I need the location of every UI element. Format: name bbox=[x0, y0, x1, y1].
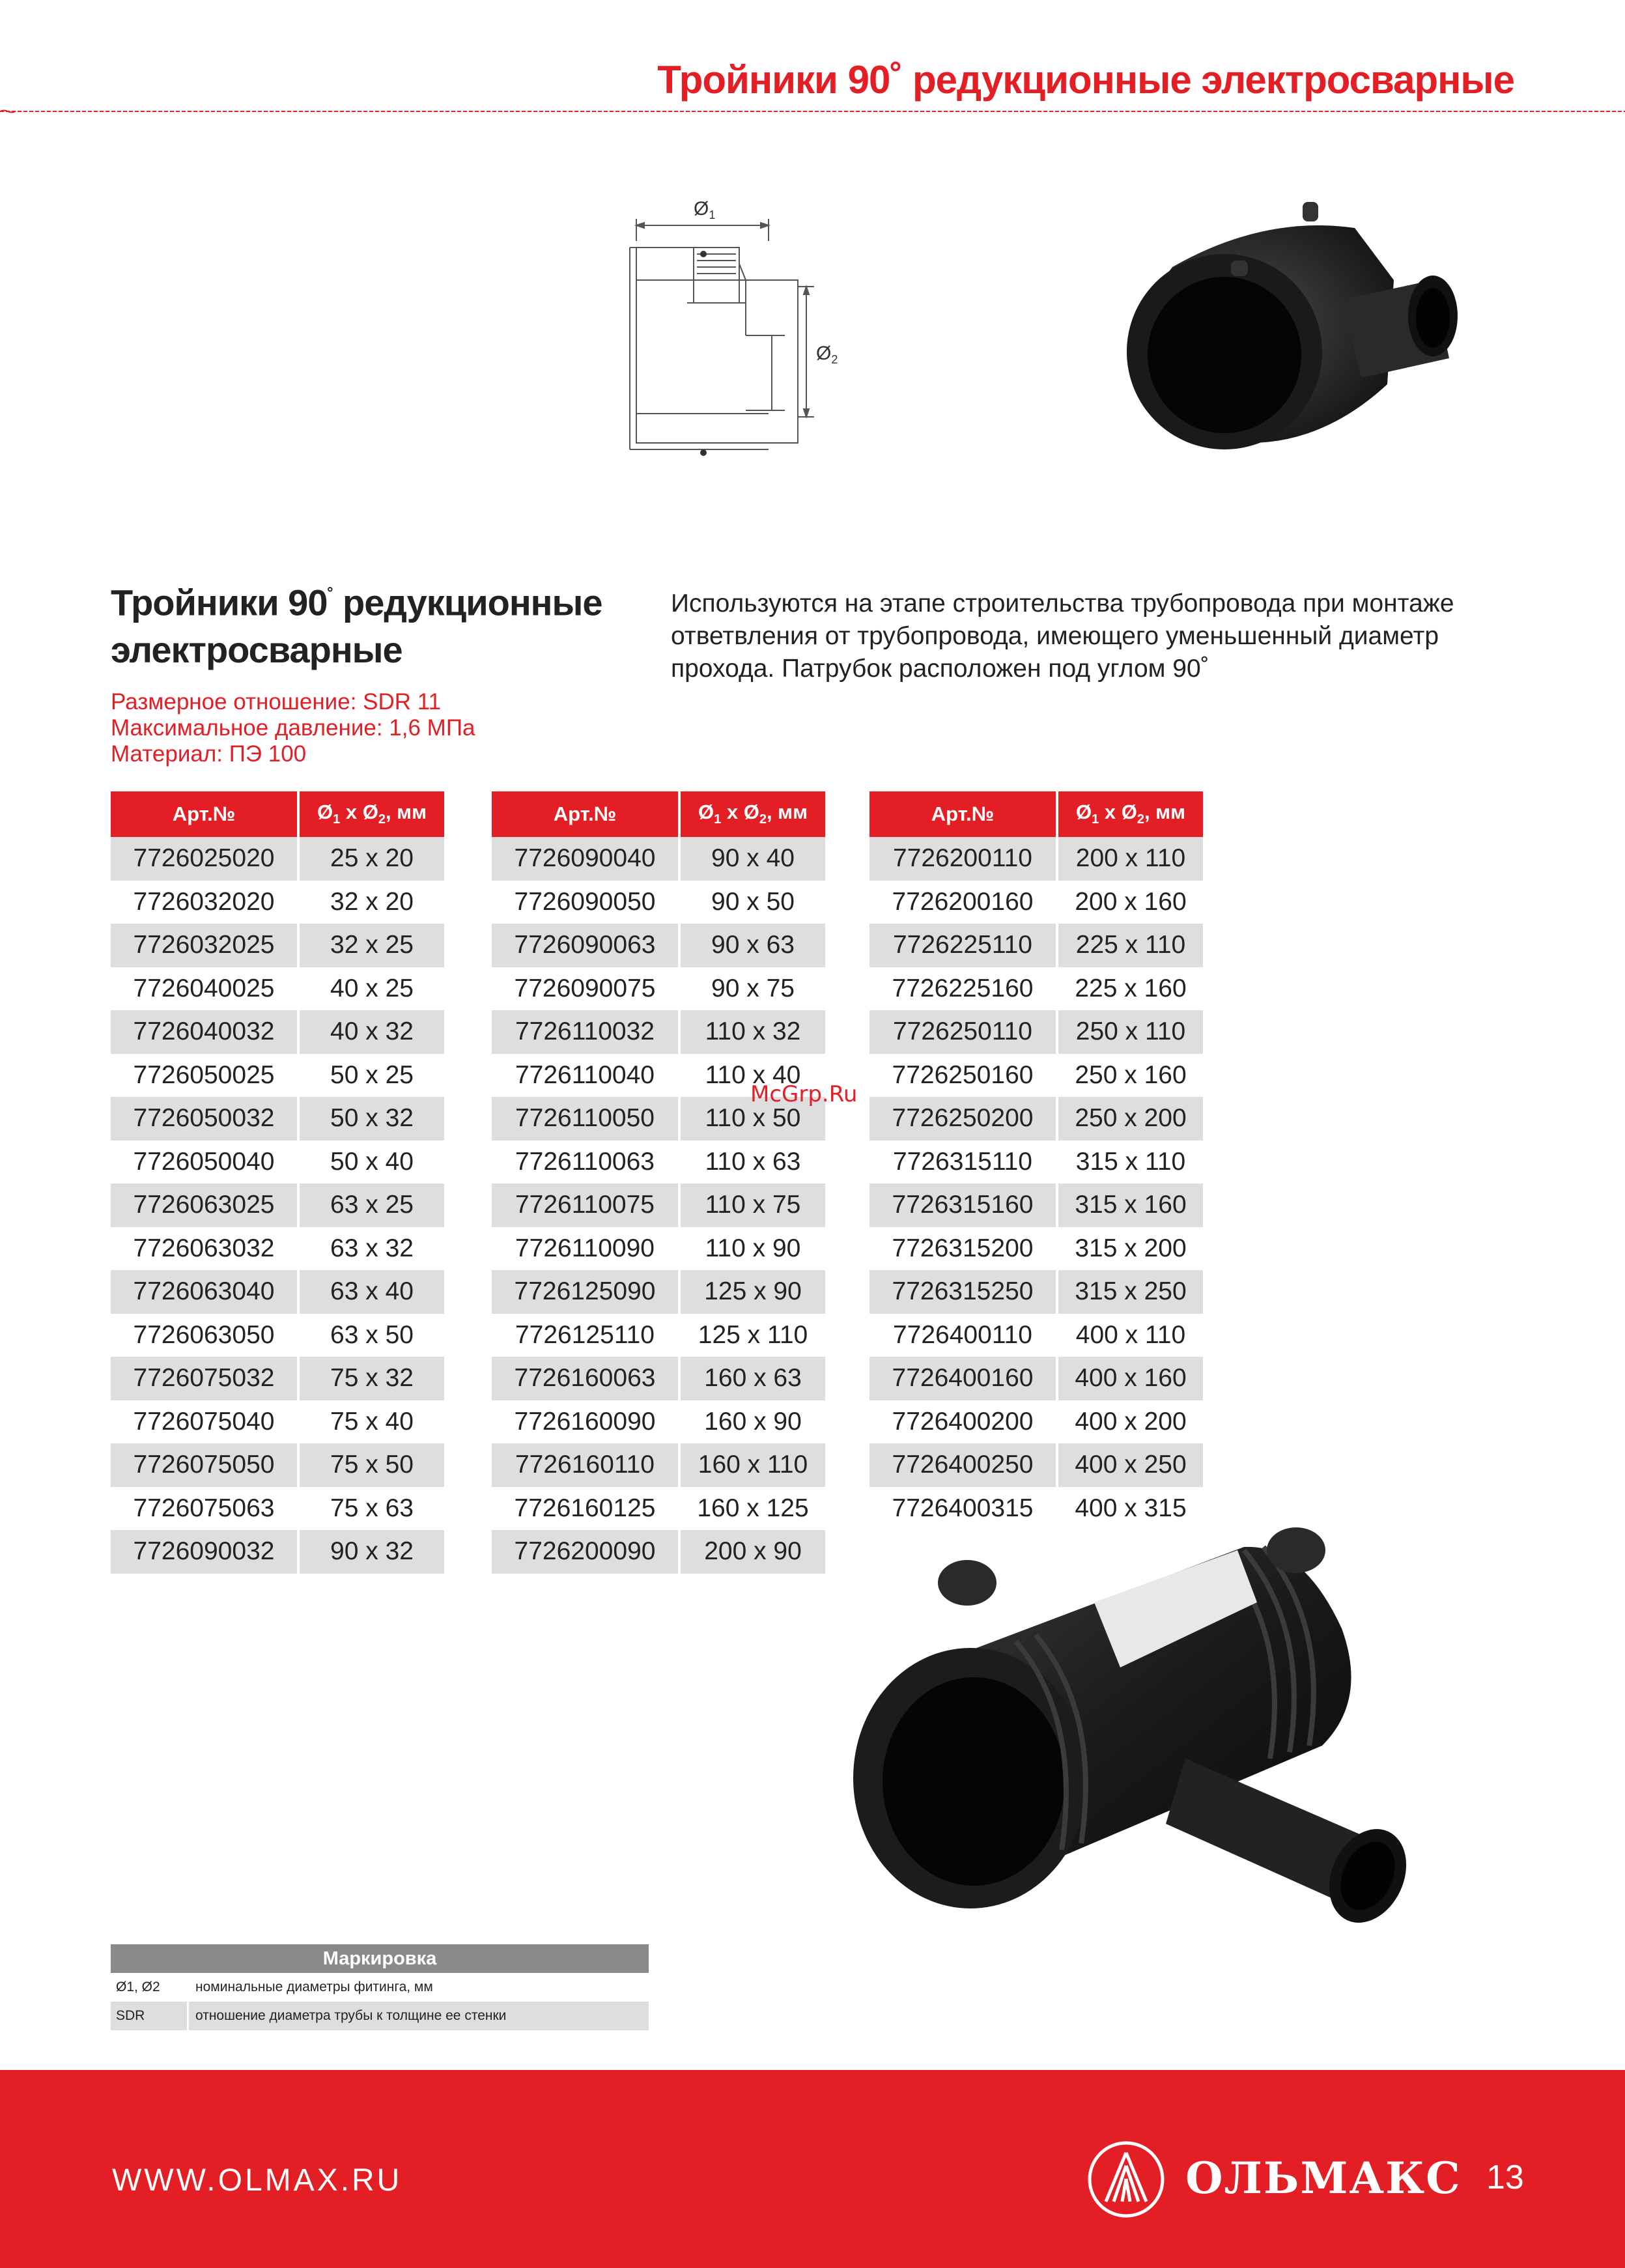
diameter-cell: 25 x 20 bbox=[298, 837, 444, 881]
article-number-cell: 7726075032 bbox=[111, 1357, 298, 1400]
article-number-cell: 7726025020 bbox=[111, 837, 298, 881]
article-number-cell: 7726040025 bbox=[133, 974, 275, 1002]
diameter-cell: 400 x 110 bbox=[1057, 1314, 1203, 1357]
d1-sub: 1 bbox=[709, 208, 716, 221]
article-number-cell: 7726110090 bbox=[515, 1234, 655, 1262]
heading-line2: электросварные bbox=[111, 629, 403, 670]
article-number-cell: 7726090050 bbox=[514, 887, 656, 916]
article-number-cell: 7726160125 bbox=[514, 1494, 656, 1522]
diameter-cell: 110 x 50 bbox=[679, 1097, 825, 1141]
description-line: Используются на этапе строительства трубопровода при монтаже bbox=[671, 589, 1454, 617]
table-row bbox=[111, 1443, 444, 1487]
spec-sdr: Размерное отношение: SDR 11 bbox=[111, 689, 442, 715]
diameter-cell: 63 x 50 bbox=[298, 1314, 444, 1357]
article-number-cell: 7726040032 bbox=[111, 1010, 298, 1054]
header-part: 1 bbox=[1092, 812, 1099, 827]
diameter-cell: 63 x 25 bbox=[298, 1184, 444, 1227]
diameter-cell: 32 x 20 bbox=[298, 881, 444, 924]
legend-row bbox=[111, 1973, 649, 2002]
table-row bbox=[492, 1314, 825, 1357]
article-number-cell: 7726110063 bbox=[515, 1147, 655, 1176]
article-number-cell: 7726090040 bbox=[492, 837, 679, 881]
diameter-cell: 90 x 50 bbox=[679, 881, 825, 924]
article-number-cell: 7726200110 bbox=[869, 837, 1057, 881]
diameter-cell: 315 x 110 bbox=[1057, 1141, 1203, 1184]
table-row bbox=[869, 1184, 1203, 1227]
header-part: x bbox=[721, 801, 744, 824]
table-row bbox=[869, 967, 1203, 1011]
diameter-cell: 160 x 90 bbox=[679, 1400, 825, 1444]
article-table-3 bbox=[869, 791, 1203, 1530]
table-row bbox=[869, 837, 1203, 881]
article-number-cell: 7726032020 bbox=[133, 887, 275, 916]
article-number-cell: 7726050040 bbox=[133, 1147, 275, 1176]
table-row bbox=[111, 1357, 444, 1400]
table-row bbox=[111, 1400, 444, 1444]
article-number-cell: 7726090075 bbox=[514, 974, 656, 1002]
legend-row bbox=[111, 2002, 649, 2030]
header-part: Ø bbox=[317, 801, 333, 824]
table-row bbox=[492, 1357, 825, 1400]
product-description bbox=[671, 588, 1518, 685]
article-number-cell: 7726315160 bbox=[869, 1184, 1057, 1227]
description-line: прохода. Патрубок расположен под углом 90˚ bbox=[671, 655, 1209, 683]
table-row bbox=[111, 837, 444, 881]
table-row bbox=[111, 1054, 444, 1098]
header-part: x bbox=[1099, 801, 1122, 824]
table-row bbox=[111, 1314, 444, 1357]
diameter-cell: 400 x 160 bbox=[1057, 1357, 1203, 1400]
article-number-cell: 7726110040 bbox=[515, 1060, 655, 1089]
diameter-cell: 250 x 110 bbox=[1057, 1010, 1203, 1054]
legend-title: Маркировка bbox=[111, 1944, 649, 1973]
title-divider bbox=[0, 109, 1625, 113]
diameter-cell: 90 x 75 bbox=[679, 967, 825, 1011]
d2-label: Ø bbox=[816, 343, 832, 364]
spec-pressure: Максимальное давление: 1,6 МПа bbox=[111, 715, 475, 741]
diameter-cell: 40 x 25 bbox=[298, 967, 444, 1011]
table-row bbox=[111, 1010, 444, 1054]
article-table-2 bbox=[492, 791, 825, 1574]
article-number-cell: 7726250110 bbox=[869, 1010, 1057, 1054]
footer-url-link[interactable]: WWW.OLMAX.RU bbox=[112, 2163, 403, 2198]
header-part: , мм bbox=[766, 801, 808, 824]
article-number-cell: 7726050032 bbox=[111, 1097, 298, 1141]
article-number-cell: 7726200090 bbox=[492, 1530, 679, 1574]
article-column-header: Арт.№ bbox=[492, 791, 679, 837]
diameter-cell: 400 x 200 bbox=[1057, 1400, 1203, 1444]
diameter-cell: 90 x 40 bbox=[679, 837, 825, 881]
article-number-cell: 7726400200 bbox=[892, 1407, 1034, 1436]
header-part: , мм bbox=[1144, 801, 1186, 824]
heading-line1-end: редукционные bbox=[333, 582, 602, 623]
table-row bbox=[492, 967, 825, 1011]
header-part: x bbox=[340, 801, 363, 824]
marking-legend bbox=[111, 1944, 649, 2030]
diameter-cell: 63 x 32 bbox=[298, 1227, 444, 1271]
table-row bbox=[111, 1184, 444, 1227]
article-number-cell: 7726032025 bbox=[111, 924, 298, 967]
footer-brand: ОЛЬМАКС bbox=[1185, 2153, 1462, 2204]
table-row bbox=[869, 1443, 1203, 1487]
diameter-cell: 40 x 32 bbox=[298, 1010, 444, 1054]
page-title: Тройники 90˚ редукционные электросварные bbox=[657, 58, 1514, 102]
diameter-cell: 315 x 160 bbox=[1057, 1184, 1203, 1227]
article-number-cell: 7726315110 bbox=[892, 1147, 1032, 1176]
article-number-cell: 7726400315 bbox=[892, 1494, 1034, 1522]
diameter-column-header bbox=[679, 791, 825, 837]
table-row bbox=[492, 881, 825, 924]
diameter-cell: 50 x 25 bbox=[298, 1054, 444, 1098]
table-row bbox=[869, 1314, 1203, 1357]
article-number-cell: 7726110032 bbox=[492, 1010, 679, 1054]
diameter-cell: 160 x 125 bbox=[679, 1487, 825, 1531]
table-row bbox=[492, 1141, 825, 1184]
article-number-cell: 7726225160 bbox=[892, 974, 1034, 1002]
article-number-cell: 7726110075 bbox=[492, 1184, 679, 1227]
table-row bbox=[111, 881, 444, 924]
article-number-cell: 7726400160 bbox=[869, 1357, 1057, 1400]
table-header-row bbox=[869, 791, 1203, 837]
diameter-cell: 63 x 40 bbox=[298, 1270, 444, 1314]
diameter-cell: 160 x 110 bbox=[679, 1443, 825, 1487]
diameter-cell: 110 x 63 bbox=[679, 1141, 825, 1184]
legend-value: отношение диаметра трубы к толщине ее стенки bbox=[195, 2008, 507, 2023]
diameter-cell: 225 x 160 bbox=[1057, 967, 1203, 1011]
svg-text:Ø1 bbox=[694, 198, 715, 221]
diameter-cell: 200 x 160 bbox=[1057, 881, 1203, 924]
header-part: Ø bbox=[743, 801, 759, 824]
diameter-cell: 110 x 40 bbox=[679, 1054, 825, 1098]
header-part: 2 bbox=[759, 812, 767, 827]
diameter-cell: 200 x 90 bbox=[679, 1530, 825, 1574]
article-number-cell: 7726160063 bbox=[492, 1357, 679, 1400]
table-row bbox=[869, 1227, 1203, 1271]
article-number-cell: 7726160110 bbox=[492, 1443, 679, 1487]
d1-label: Ø bbox=[694, 198, 709, 220]
table-row bbox=[492, 1184, 825, 1227]
diameter-column-header bbox=[1057, 791, 1203, 837]
header-part: , мм bbox=[385, 801, 427, 824]
table-row bbox=[869, 1357, 1203, 1400]
diameter-cell: 110 x 90 bbox=[679, 1227, 825, 1271]
article-number-cell: 7726315250 bbox=[869, 1270, 1057, 1314]
article-number-cell: 7726090063 bbox=[492, 924, 679, 967]
article-number-cell: 7726315200 bbox=[892, 1234, 1034, 1262]
diameter-cell: 160 x 63 bbox=[679, 1357, 825, 1400]
diameter-cell: 400 x 315 bbox=[1057, 1487, 1203, 1531]
table-row bbox=[111, 1270, 444, 1314]
svg-text:Ø2 bbox=[816, 343, 838, 366]
table-row bbox=[869, 1010, 1203, 1054]
header-part: Ø bbox=[1121, 801, 1137, 824]
legend-value: номинальные диаметры фитинга, мм bbox=[195, 1979, 433, 1994]
article-number-cell: 7726063025 bbox=[111, 1184, 298, 1227]
table-row bbox=[111, 1141, 444, 1184]
olmax-logo-icon bbox=[1086, 2140, 1166, 2219]
diameter-cell: 50 x 40 bbox=[298, 1141, 444, 1184]
article-number-cell: 7726063032 bbox=[133, 1234, 275, 1262]
diameter-cell: 110 x 75 bbox=[679, 1184, 825, 1227]
article-number-cell: 7726400250 bbox=[869, 1443, 1057, 1487]
diameter-cell: 90 x 32 bbox=[298, 1530, 444, 1574]
diameter-cell: 250 x 200 bbox=[1057, 1097, 1203, 1141]
table-row bbox=[869, 1400, 1203, 1444]
article-number-cell: 7726063050 bbox=[133, 1320, 275, 1349]
article-number-cell: 7726075050 bbox=[111, 1443, 298, 1487]
table-row bbox=[492, 1010, 825, 1054]
legend-key: Ø1, Ø2 bbox=[111, 1973, 189, 2002]
article-number-cell: 7726110050 bbox=[492, 1097, 679, 1141]
header-part: Ø bbox=[1075, 801, 1092, 824]
watermark: McGrp.Ru bbox=[750, 1081, 858, 1107]
article-number-cell: 7726250160 bbox=[892, 1060, 1034, 1089]
article-number-cell: 7726200160 bbox=[892, 887, 1034, 916]
table-row bbox=[869, 1097, 1203, 1141]
diameter-cell: 90 x 63 bbox=[679, 924, 825, 967]
article-number-cell: 7726125090 bbox=[492, 1270, 679, 1314]
diameter-cell: 75 x 32 bbox=[298, 1357, 444, 1400]
product-photo-tee bbox=[1094, 189, 1472, 469]
spec-material: Материал: ПЭ 100 bbox=[111, 741, 307, 767]
table-row bbox=[492, 1400, 825, 1444]
heading-degree: ˚ bbox=[327, 586, 333, 607]
table-row bbox=[869, 1141, 1203, 1184]
table-row bbox=[492, 924, 825, 967]
article-table-1 bbox=[111, 791, 444, 1574]
header-part: 1 bbox=[333, 812, 341, 827]
table-row bbox=[869, 924, 1203, 967]
page-number: 13 bbox=[1486, 2159, 1524, 2196]
article-column-header: Арт.№ bbox=[869, 791, 1057, 837]
table-row bbox=[111, 967, 444, 1011]
table-row bbox=[492, 1270, 825, 1314]
article-number-cell: 7726050025 bbox=[133, 1060, 275, 1089]
header-part: Ø bbox=[362, 801, 378, 824]
heading-line1: Тройники 90 bbox=[111, 582, 328, 623]
article-number-cell: 7726090032 bbox=[111, 1530, 298, 1574]
article-number-cell: 7726125110 bbox=[515, 1320, 655, 1349]
table-row bbox=[492, 1487, 825, 1531]
diameter-cell: 250 x 160 bbox=[1057, 1054, 1203, 1098]
diameter-cell: 75 x 50 bbox=[298, 1443, 444, 1487]
table-header-row bbox=[111, 791, 444, 837]
d2-sub: 2 bbox=[831, 353, 838, 366]
article-number-cell: 7726250200 bbox=[869, 1097, 1057, 1141]
diameter-cell: 315 x 250 bbox=[1057, 1270, 1203, 1314]
table-row bbox=[492, 1227, 825, 1271]
product-specs bbox=[111, 689, 475, 767]
table-row bbox=[111, 1227, 444, 1271]
table-row bbox=[869, 881, 1203, 924]
article-number-cell: 7726225110 bbox=[869, 924, 1057, 967]
diameter-cell: 200 x 110 bbox=[1057, 837, 1203, 881]
product-photo-tee-large bbox=[847, 1485, 1511, 1928]
diameter-cell: 315 x 200 bbox=[1057, 1227, 1203, 1271]
legend-key: SDR bbox=[111, 2002, 189, 2030]
diameter-cell: 50 x 32 bbox=[298, 1097, 444, 1141]
table-row bbox=[869, 1270, 1203, 1314]
table-row bbox=[492, 1530, 825, 1574]
table-row bbox=[869, 1054, 1203, 1098]
product-heading bbox=[111, 573, 645, 673]
diameter-cell: 32 x 25 bbox=[298, 924, 444, 967]
table-row bbox=[111, 1097, 444, 1141]
article-number-cell: 7726400110 bbox=[892, 1320, 1032, 1349]
table-row bbox=[111, 1487, 444, 1531]
diameter-column-header bbox=[298, 791, 444, 837]
header-part: 2 bbox=[1137, 812, 1144, 827]
diameter-cell: 75 x 63 bbox=[298, 1487, 444, 1531]
table-row bbox=[492, 1443, 825, 1487]
table-row bbox=[111, 924, 444, 967]
diameter-cell: 225 x 110 bbox=[1057, 924, 1203, 967]
article-number-cell: 7726075063 bbox=[133, 1494, 275, 1522]
description-line: ответвления от трубопровода, имеющего уменьшенный диаметр bbox=[671, 622, 1439, 650]
article-number-cell: 7726063040 bbox=[111, 1270, 298, 1314]
diameter-cell: 110 x 32 bbox=[679, 1010, 825, 1054]
diameter-cell: 125 x 110 bbox=[679, 1314, 825, 1357]
header-part: Ø bbox=[698, 801, 714, 824]
header-part: 1 bbox=[714, 812, 722, 827]
article-column-header: Арт.№ bbox=[111, 791, 298, 837]
table-row bbox=[492, 837, 825, 881]
diameter-cell: 400 x 250 bbox=[1057, 1443, 1203, 1487]
header-part: 2 bbox=[378, 812, 386, 827]
tee-technical-drawing bbox=[622, 189, 922, 489]
article-number-cell: 7726160090 bbox=[514, 1407, 656, 1436]
diameter-cell: 75 x 40 bbox=[298, 1400, 444, 1444]
table-header-row bbox=[492, 791, 825, 837]
diameter-cell: 125 x 90 bbox=[679, 1270, 825, 1314]
table-row bbox=[111, 1530, 444, 1574]
article-number-cell: 7726075040 bbox=[133, 1407, 275, 1436]
